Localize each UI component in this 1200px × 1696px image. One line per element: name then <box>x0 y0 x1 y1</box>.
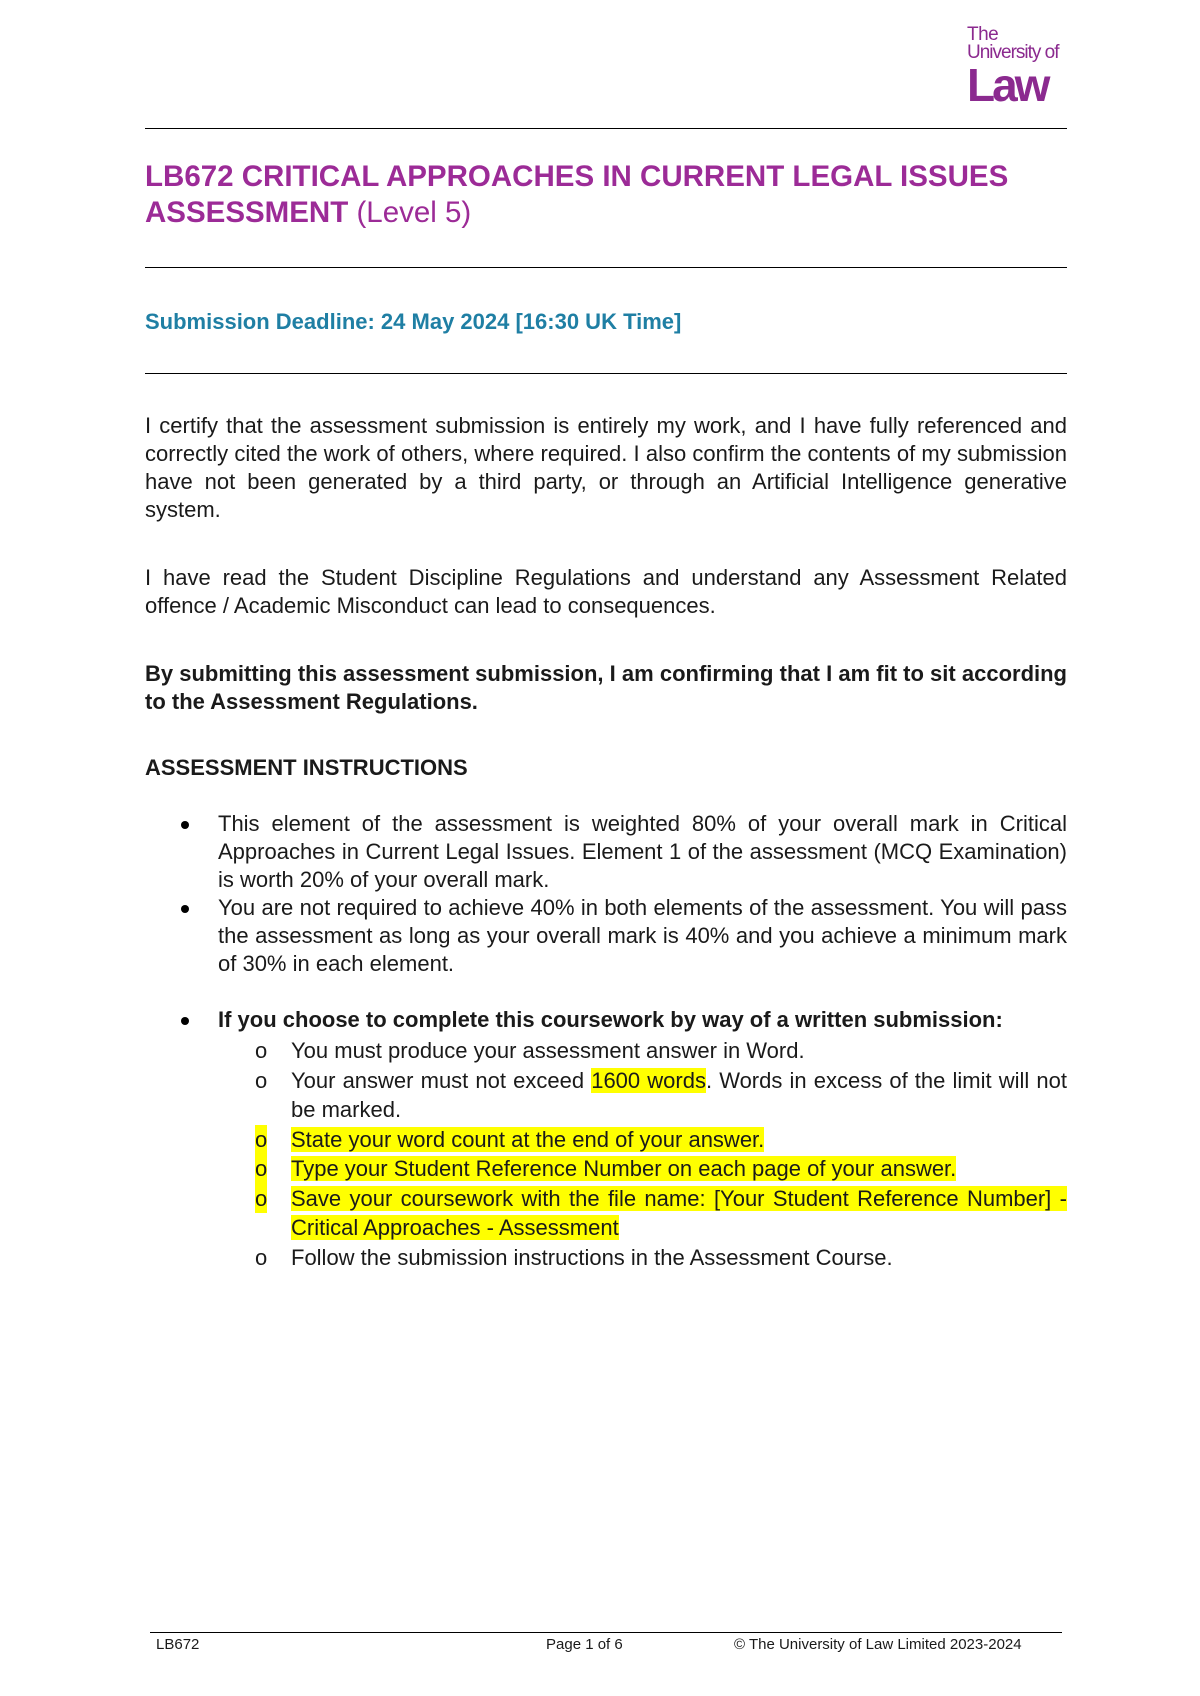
title-level: (Level 5) <box>348 196 472 229</box>
bullet-icon <box>181 905 189 913</box>
instructions-list <box>145 810 1067 1272</box>
sub-text-submission-instructions: Follow the submission instructions in the Assessment Course. <box>291 1244 893 1270</box>
fit-to-sit-paragraph: By submitting this assessment submission, I am confirming that I am fit to sit according to the Assessment Regulations. <box>145 661 1067 714</box>
sub-list-item <box>145 1184 1067 1243</box>
bullet-text-written-submission: If you choose to complete this coursework by way of a written submission: <box>218 1007 1003 1032</box>
list-item <box>145 894 1067 978</box>
footer-page-number: Page 1 of 6 <box>546 1636 623 1653</box>
footer-copyright: © The University of Law Limited 2023-2024 <box>734 1636 1022 1653</box>
bullet-text-weighting: This element of the assessment is weighted 80% of your overall mark in Critical Approaches in Current Legal Issues. Element 1 of the assessment (MCQ Examination) is worth 20% of your overall mark. <box>218 811 1067 892</box>
sub-text-word-limit-before: Your answer must not exceed <box>291 1067 592 1093</box>
title-main: LB672 CRITICAL APPROACHES IN CURRENT LEGAL ISSUES ASSESSMENT <box>145 160 1009 229</box>
footer-module-code: LB672 <box>156 1636 200 1653</box>
sub-list <box>218 1036 1067 1272</box>
word-limit-highlight: 1600 words <box>591 1067 706 1093</box>
footer-divider <box>150 1632 1062 1633</box>
certify-paragraph: I certify that the assessment submission is entirely my work, and I have fully referenced and correctly cited the work of others, where required. I also confirm the contents of my submission have not been generated by a third party, or through an Artificial Intelligence generative system. <box>145 413 1067 522</box>
sub-bullet-icon: o <box>255 1038 268 1063</box>
divider-after-deadline <box>145 373 1067 374</box>
sub-bullet-icon: o <box>255 1184 267 1214</box>
logo-line-law: Law <box>967 59 1048 111</box>
sub-text-word-limit-after: . Words in excess of the limit will not be marked. <box>291 1067 1068 1122</box>
logo-line-the: The <box>967 24 999 45</box>
sub-list-item <box>145 1243 1067 1273</box>
submission-deadline: Submission Deadline: 24 May 2024 [16:30 UK Time] <box>145 309 682 334</box>
logo-line-university-of: University of <box>967 42 1059 63</box>
bullet-text-pass-mark: You are not required to achieve 40% in both elements of the assessment. You will pass the assessment as long as your overall mark is 40% and you achieve a minimum mark of 30% in each element. <box>218 895 1067 976</box>
sub-list-item <box>145 1036 1067 1066</box>
sub-text-word-count: State your word count at the end of your answer. <box>291 1126 765 1152</box>
sub-list-item <box>145 1066 1067 1125</box>
sub-bullet-icon: o <box>255 1067 268 1093</box>
list-item <box>145 1006 1067 1272</box>
discipline-paragraph: I have read the Student Discipline Regulations and understand any Assessment Related offence / Academic Misconduct can lead to consequences. <box>145 565 1067 618</box>
sub-text-word-format: You must produce your assessment answer in Word. <box>291 1038 805 1063</box>
sub-text-reference-number: Type your Student Reference Number on each page of your answer. <box>291 1156 957 1181</box>
sub-bullet-icon: o <box>255 1154 267 1184</box>
list-item <box>145 810 1067 894</box>
page-title <box>145 159 1067 231</box>
bullet-icon <box>181 821 189 829</box>
university-logo <box>967 24 1067 111</box>
bullet-icon <box>181 1017 189 1025</box>
sub-bullet-icon: o <box>255 1244 268 1270</box>
sub-list-item <box>145 1154 1067 1184</box>
divider-after-title <box>145 267 1067 268</box>
sub-text-file-name: Save your coursework with the file name: [Your Student Reference Number] - Critical Approaches - Assessment <box>291 1185 1067 1240</box>
divider-top <box>145 128 1067 129</box>
sub-bullet-icon: o <box>255 1125 267 1155</box>
instructions-heading: ASSESSMENT INSTRUCTIONS <box>145 755 468 780</box>
document-body <box>145 412 1067 1272</box>
sub-list-item <box>145 1125 1067 1155</box>
